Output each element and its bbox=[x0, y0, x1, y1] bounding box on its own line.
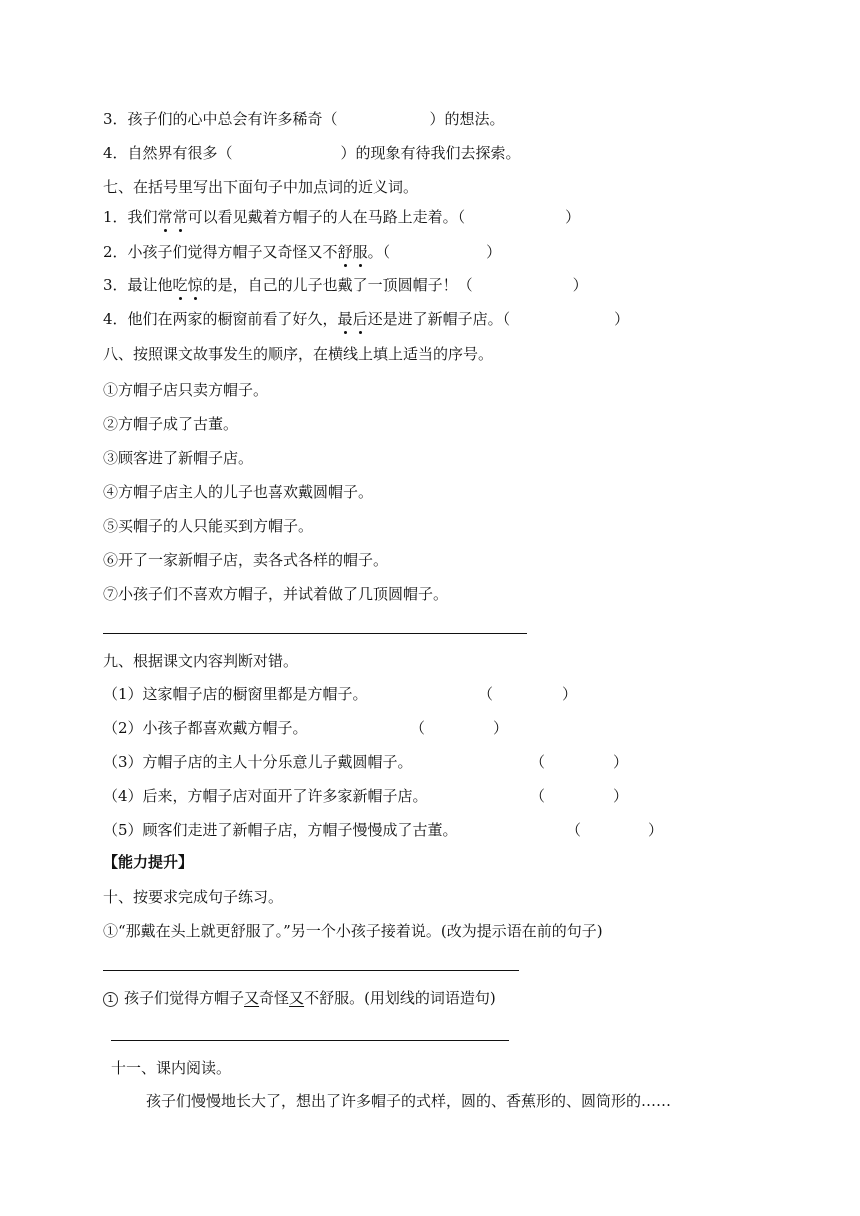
answer-line[interactable] bbox=[111, 1040, 509, 1041]
dotted-char: 后 bbox=[352, 310, 368, 328]
dotted-char: 最 bbox=[337, 310, 353, 328]
s9-bracket-open: （ bbox=[566, 821, 582, 839]
s9-item-5: （5）顾客们走进了新帽子店，方帽子慢慢成了古董。 bbox=[103, 821, 458, 839]
dotted-char: 常 bbox=[157, 208, 173, 226]
s9-bracket-open: （ bbox=[410, 719, 426, 737]
ability-heading: 【能力提升】 bbox=[103, 853, 194, 871]
s8-item-3: ③顾客进了新帽子店。 bbox=[103, 449, 254, 467]
s8-item-4: ④方帽子店主人的儿子也喜欢戴圆帽子。 bbox=[103, 483, 374, 501]
s9-bracket-close: ） bbox=[493, 719, 509, 737]
s11-title: 十一、课内阅读。 bbox=[111, 1059, 232, 1077]
s8-item-2: ②方帽子成了古董。 bbox=[103, 415, 239, 433]
s10-question-1: ①“那戴在头上就更舒服了。”另一个小孩子接着说。(改为提示语在前的句子) bbox=[103, 922, 603, 940]
s8-item-7: ⑦小孩子们不喜欢方帽子，并试着做了几顶圆帽子。 bbox=[103, 585, 449, 603]
dotted-char: 舒 bbox=[337, 243, 353, 261]
s8-title: 八、按照课文故事发生的顺序，在横线上填上适当的序号。 bbox=[103, 345, 494, 363]
s9-title: 九、根据课文内容判断对错。 bbox=[103, 652, 299, 670]
s9-bracket-close: ） bbox=[613, 753, 629, 771]
s7-question-1: 1．我们常常可以看见戴着方帽子的人在马路上走着。（ ） bbox=[103, 208, 581, 226]
s7-question-3: 3．最让他吃惊的是，自己的儿子也戴了一顶圆帽子！（ ） bbox=[103, 276, 588, 294]
s9-bracket-open: （ bbox=[530, 753, 546, 771]
s6-question-3: 3．孩子们的心中总会有许多稀奇（ ）的想法。 bbox=[103, 110, 505, 128]
dotted-char: 服 bbox=[352, 243, 368, 261]
s9-item-2: （2）小孩子都喜欢戴方帽子。 bbox=[103, 719, 308, 737]
s11-paragraph: 孩子们慢慢地长大了，想出了许多帽子的式样，圆的、香蕉形的、圆筒形的…… bbox=[146, 1092, 672, 1110]
s9-bracket-open: （ bbox=[530, 787, 546, 805]
answer-line[interactable] bbox=[103, 633, 527, 634]
s8-item-6: ⑥开了一家新帽子店，卖各式各样的帽子。 bbox=[103, 551, 389, 569]
dotted-char: 常 bbox=[172, 208, 188, 226]
s7-question-2: 2．小孩子们觉得方帽子又奇怪又不舒服。（ ） bbox=[103, 243, 502, 261]
s9-item-3: （3）方帽子店的主人十分乐意儿子戴圆帽子。 bbox=[103, 753, 413, 771]
underlined-word: 又 bbox=[289, 989, 305, 1007]
s9-bracket-close: ） bbox=[613, 787, 629, 805]
s10-question-2: 1 孩子们觉得方帽子又奇怪又不舒服。(用划线的词语造句) bbox=[103, 988, 496, 1008]
dotted-char: 惊 bbox=[187, 276, 203, 294]
answer-line[interactable] bbox=[103, 970, 519, 971]
s6-question-4: 4．自然界有很多（ ）的现象有待我们去探索。 bbox=[103, 144, 521, 162]
s8-item-5: ⑤买帽子的人只能买到方帽子。 bbox=[103, 517, 314, 535]
s9-bracket-close: ） bbox=[648, 821, 664, 839]
underlined-word: 又 bbox=[244, 989, 260, 1007]
s7-question-4: 4．他们在两家的橱窗前看了好久，最后还是进了新帽子店。（ ） bbox=[103, 310, 630, 328]
s8-item-1: ①方帽子店只卖方帽子。 bbox=[103, 381, 269, 399]
s9-bracket-open: （ bbox=[478, 685, 494, 703]
s9-item-1: （1）这家帽子店的橱窗里都是方帽子。 bbox=[103, 685, 368, 703]
s10-title: 十、按要求完成句子练习。 bbox=[103, 888, 284, 906]
s7-title: 七、在括号里写出下面句子中加点词的近义词。 bbox=[103, 178, 419, 196]
circled-number: 1 bbox=[103, 992, 118, 1007]
dotted-char: 吃 bbox=[172, 276, 188, 294]
s9-bracket-close: ） bbox=[562, 685, 578, 703]
s9-item-4: （4）后来，方帽子店对面开了许多家新帽子店。 bbox=[103, 787, 428, 805]
